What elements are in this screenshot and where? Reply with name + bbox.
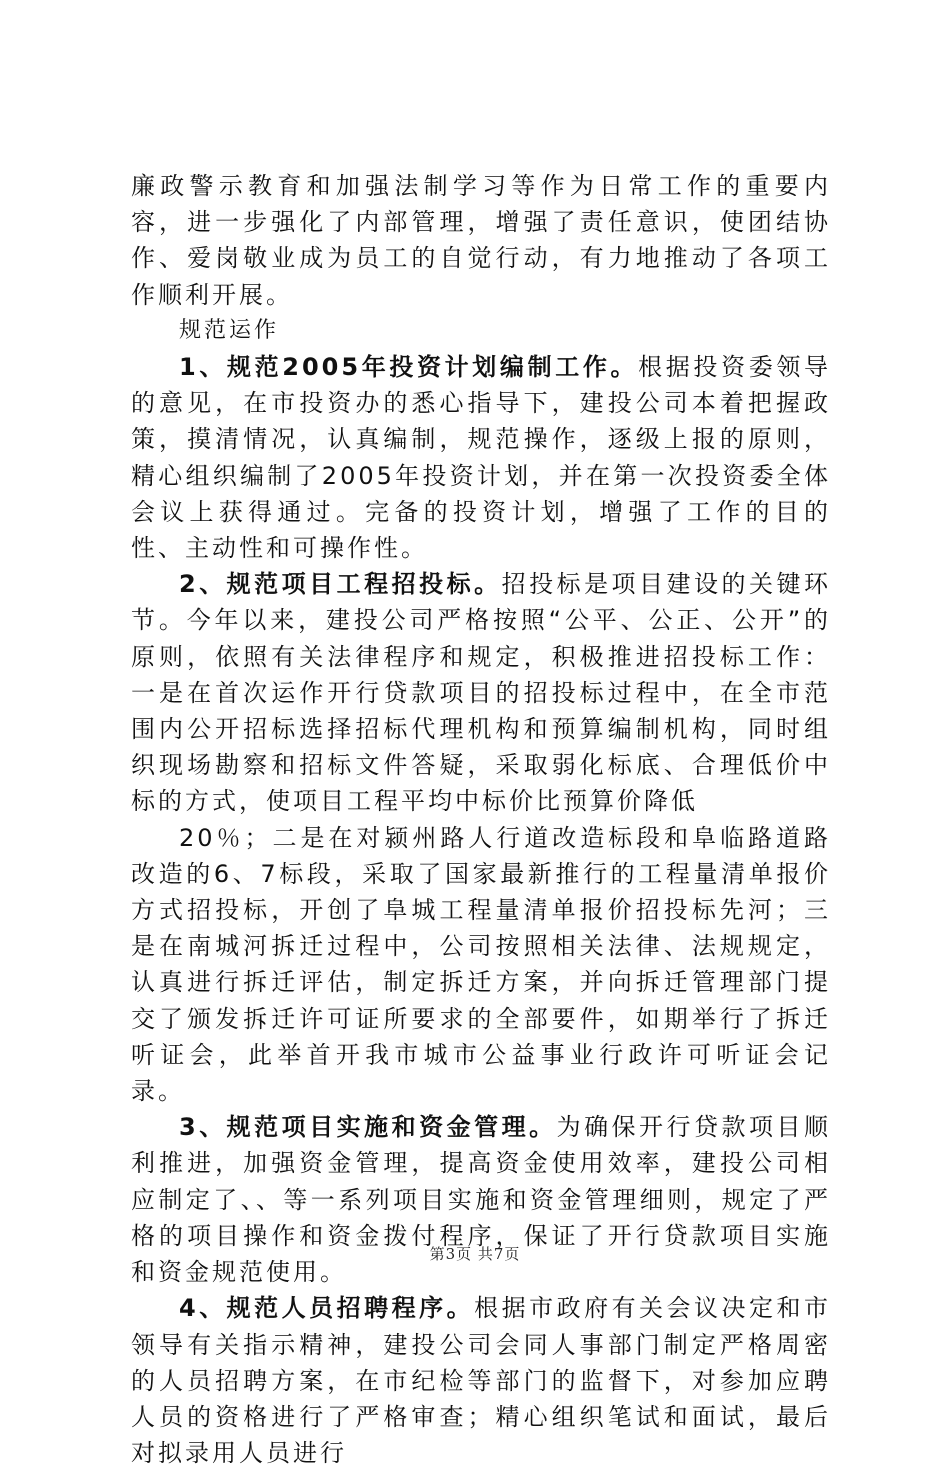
item-lead: 2、规范项目工程招投标。: [179, 570, 502, 599]
section-heading-text: 规范运作: [179, 317, 280, 343]
paragraph-text: 为确保开行贷款项目顺利推进，加强资金管理，提高资金使用效率，建投公司相应制定了、、等一系列项目实施和资金管理细则，规定了严格的项目操作和资金拨付程序，保证了开行贷款项目实施和资金规范使用。: [131, 1113, 831, 1287]
paragraph-item-1: [131, 349, 831, 566]
paragraph-item-2: [131, 566, 831, 819]
item-lead: 1、规范2005年投资计划编制工作。: [179, 353, 639, 382]
paragraph-text: 招投标是项目建设的关键环节。今年以来，建投公司严格按照“公平、公正、公开”的原则，依照有关法律程序和规定，积极推进招投标工作：一是在首次运作开行贷款项目的招投标过程中，在全市范围内公开招标选择招标代理机构和预算编制机构，同时组织现场勘察和招标文件答疑，采取弱化标底、合理低价中标的方式，使项目工程平均中标价比预算价降低: [131, 570, 831, 816]
item-lead: 4、规范人员招聘程序。: [179, 1294, 475, 1323]
paragraph-text: 廉政警示教育和加强法制学习等作为日常工作的重要内容，进一步强化了内部管理，增强了责任意识，使团结协作、爱岗敬业成为员工的自觉行动，有力地推动了各项工作顺利开展。: [131, 172, 831, 309]
paragraph-continuation: [131, 168, 831, 313]
paragraph-text: 根据市政府有关会议决定和市领导有关指示精神，建投公司会同人事部门制定严格周密的人员招聘方案，在市纪检等部门的监督下，对参加应聘人员的资格进行了严格审查；精心组织笔试和面试，最后对拟录用人员进行: [131, 1294, 832, 1468]
document-body: [131, 168, 831, 1471]
paragraph-text: 20％；二是在对颍州路人行道改造标段和阜临路道路改造的6、7标段，采取了国家最新推行的工程量清单报价方式招投标，开创了阜城工程量清单报价招投标先河；三是在南城河拆迁过程中，公司按照相关法律、法规规定，认真进行拆迁评估，制定拆迁方案，并向拆迁管理部门提交了颁发拆迁许可证所要求的全部要件，如期举行了拆迁听证会，此举首开我市城市公益事业行政许可听证会记录。: [131, 823, 831, 1106]
paragraph-text: 根据投资委领导的意见，在市投资办的悉心指导下，建投公司本着把握政策，摸清情况，认真编制，规范操作，逐级上报的原则，精心组织编制了2005年投资计划，并在第一次投资委全体会议上获得通过。完备的投资计划，增强了工作的目的性、主动性和可操作性。: [131, 353, 831, 563]
page-number: 第3页 共7页: [429, 1245, 521, 1263]
page-footer: [0, 1243, 950, 1264]
item-lead: 3、规范项目实施和资金管理。: [179, 1113, 557, 1142]
section-heading: [131, 313, 831, 349]
paragraph-item-2-continued: [131, 820, 831, 1110]
paragraph-item-4: [131, 1290, 831, 1471]
